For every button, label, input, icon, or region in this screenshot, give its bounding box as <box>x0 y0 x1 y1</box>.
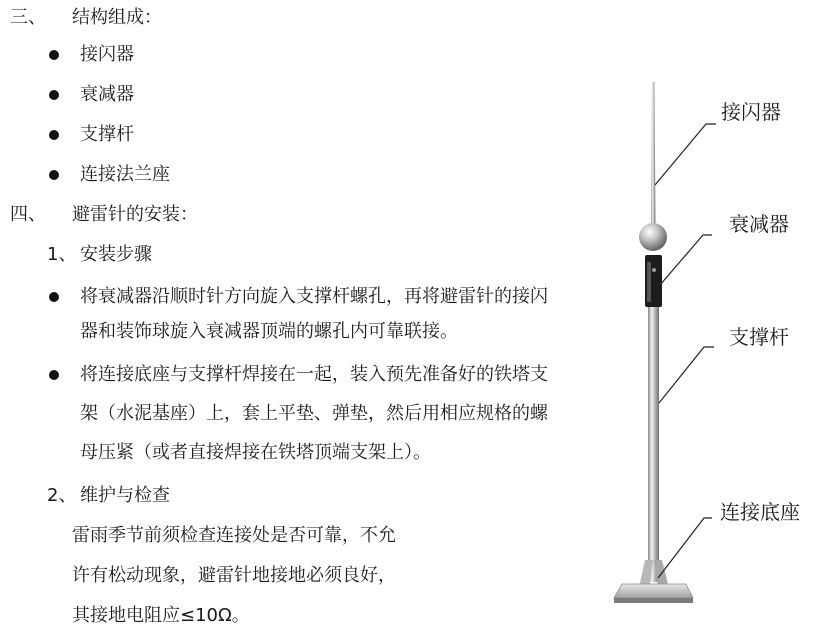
section-4-number: 四、 <box>10 204 46 225</box>
install-bullet-1-line-2: 器和装饰球旋入衰减器顶端的螺孔内可靠联接。 <box>80 321 458 342</box>
install-bullet-2-line-2: 架（水泥基座）上，套上平垫、弹垫，然后用相应规格的螺 <box>80 403 548 424</box>
install-bullet-2-line-3: 母压紧（或者直接焊接在铁塔顶端支架上）。 <box>80 442 431 463</box>
step-2-number: 2、 <box>47 485 77 506</box>
figure-label-support-pole: 支撑杆 <box>729 325 789 349</box>
needle-tip <box>651 82 656 224</box>
list-item-support-pole: 支撑杆 <box>80 124 134 145</box>
install-bullet-1-line-1: 将衰减器沿顺时针方向旋入支撑杆螺孔，再将避雷针的接闪 <box>80 286 548 307</box>
install-bullet-2-line-1: 将连接底座与支撑杆焊接在一起，装入预先准备好的铁塔支 <box>80 364 548 385</box>
step-2-title: 维护与检查 <box>80 485 170 506</box>
list-item-lightning-rod: 接闪器 <box>80 44 134 65</box>
leader-line-pole <box>659 347 714 403</box>
list-item-attenuator: 衰减器 <box>80 84 134 105</box>
section-4-title: 避雷针的安装： <box>72 204 198 225</box>
step-1-number: 1、 <box>47 244 77 265</box>
section-3-title: 结构组成： <box>72 7 162 28</box>
maintenance-line-1: 雷雨季节前须检查连接处是否可靠，不允 <box>72 525 396 546</box>
base-plate <box>614 584 693 598</box>
figure-label-lightning-rod: 接闪器 <box>721 100 781 124</box>
maintenance-line-2: 许有松动现象，避雷针地接地必须良好， <box>72 565 396 586</box>
figure-label-attenuator: 衰减器 <box>729 212 789 236</box>
figure-label-base: 连接底座 <box>720 500 800 524</box>
support-pole <box>648 307 659 582</box>
list-item-flange-base: 连接法兰座 <box>80 164 170 185</box>
step-1-title: 安装步骤 <box>80 244 152 265</box>
decorative-ball <box>639 223 667 251</box>
leader-line-base <box>658 518 712 578</box>
section-3-number: 三、 <box>10 7 46 28</box>
maintenance-line-3: 其接地电阻应≤10Ω。 <box>72 605 250 626</box>
leader-line-tip <box>655 124 716 185</box>
leader-line-attenuator <box>660 235 712 285</box>
